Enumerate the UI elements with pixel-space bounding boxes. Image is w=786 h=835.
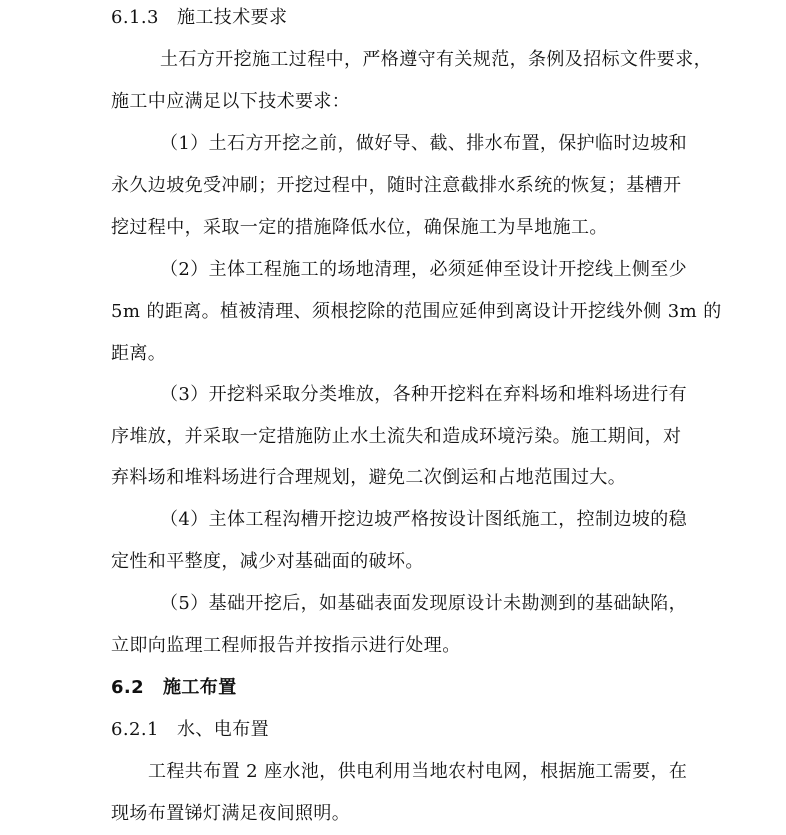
section-6-2-heading (111, 676, 237, 700)
item-1-line-3: 挖过程中，采取一定的措施降低水位，确保施工为旱地施工。 (111, 217, 608, 238)
item-2-line-2: 5m 的距离。植被清理、须根挖除的范围应延伸到离设计开挖线外侧 3m 的 (111, 301, 722, 322)
item-5-line-2: 立即向监理工程师报告并按指示进行处理。 (111, 635, 461, 656)
item-3-line-2: 序堆放，并采取一定措施防止水土流失和造成环境污染。施工期间，对 (111, 426, 682, 447)
item-4-line-2: 定性和平整度，减少对基础面的破坏。 (111, 551, 424, 572)
item-2-line-1: （2）主体工程施工的场地清理，必须延伸至设计开挖线上侧至少 (160, 259, 688, 280)
item-4-line-1: （4）主体工程沟槽开挖边坡严格按设计图纸施工，控制边坡的稳 (160, 509, 688, 530)
intro-line-1: 土石方开挖施工过程中，严格遵守有关规范，条例及招标文件要求， (160, 49, 712, 70)
item-1-line-1: （1）土石方开挖之前，做好导、截、排水布置，保护临时边坡和 (160, 133, 688, 154)
section-6-2-1-line-1: 工程共布置 2 座水池，供电利用当地农村电网，根据施工需要，在 (148, 761, 688, 782)
item-3-line-1: （3）开挖料采取分类堆放，各种开挖料在弃料场和堆料场进行有 (160, 384, 688, 405)
item-2-line-3: 距离。 (111, 343, 167, 364)
section-6-2-1-line-2: 现场布置锑灯满足夜间照明。 (111, 803, 351, 824)
intro-line-2: 施工中应满足以下技术要求： (111, 91, 351, 112)
section-number: 6.2 (111, 677, 145, 698)
section-number: 6.2.1 (111, 719, 159, 740)
section-title: 水、电布置 (177, 719, 269, 740)
section-6-1-3-heading (111, 6, 287, 30)
item-1-line-2: 永久边坡免受冲刷；开挖过程中，随时注意截排水系统的恢复；基槽开 (111, 175, 682, 196)
item-3-line-3: 弃料场和堆料场进行合理规划，避免二次倒运和占地范围过大。 (111, 467, 627, 488)
section-6-2-1-heading (111, 718, 269, 742)
section-number: 6.1.3 (111, 7, 159, 28)
section-title: 施工布置 (163, 677, 237, 698)
item-5-line-1: （5）基础开挖后，如基础表面发现原设计未勘测到的基础缺陷， (160, 593, 688, 614)
section-title: 施工技术要求 (177, 7, 288, 28)
